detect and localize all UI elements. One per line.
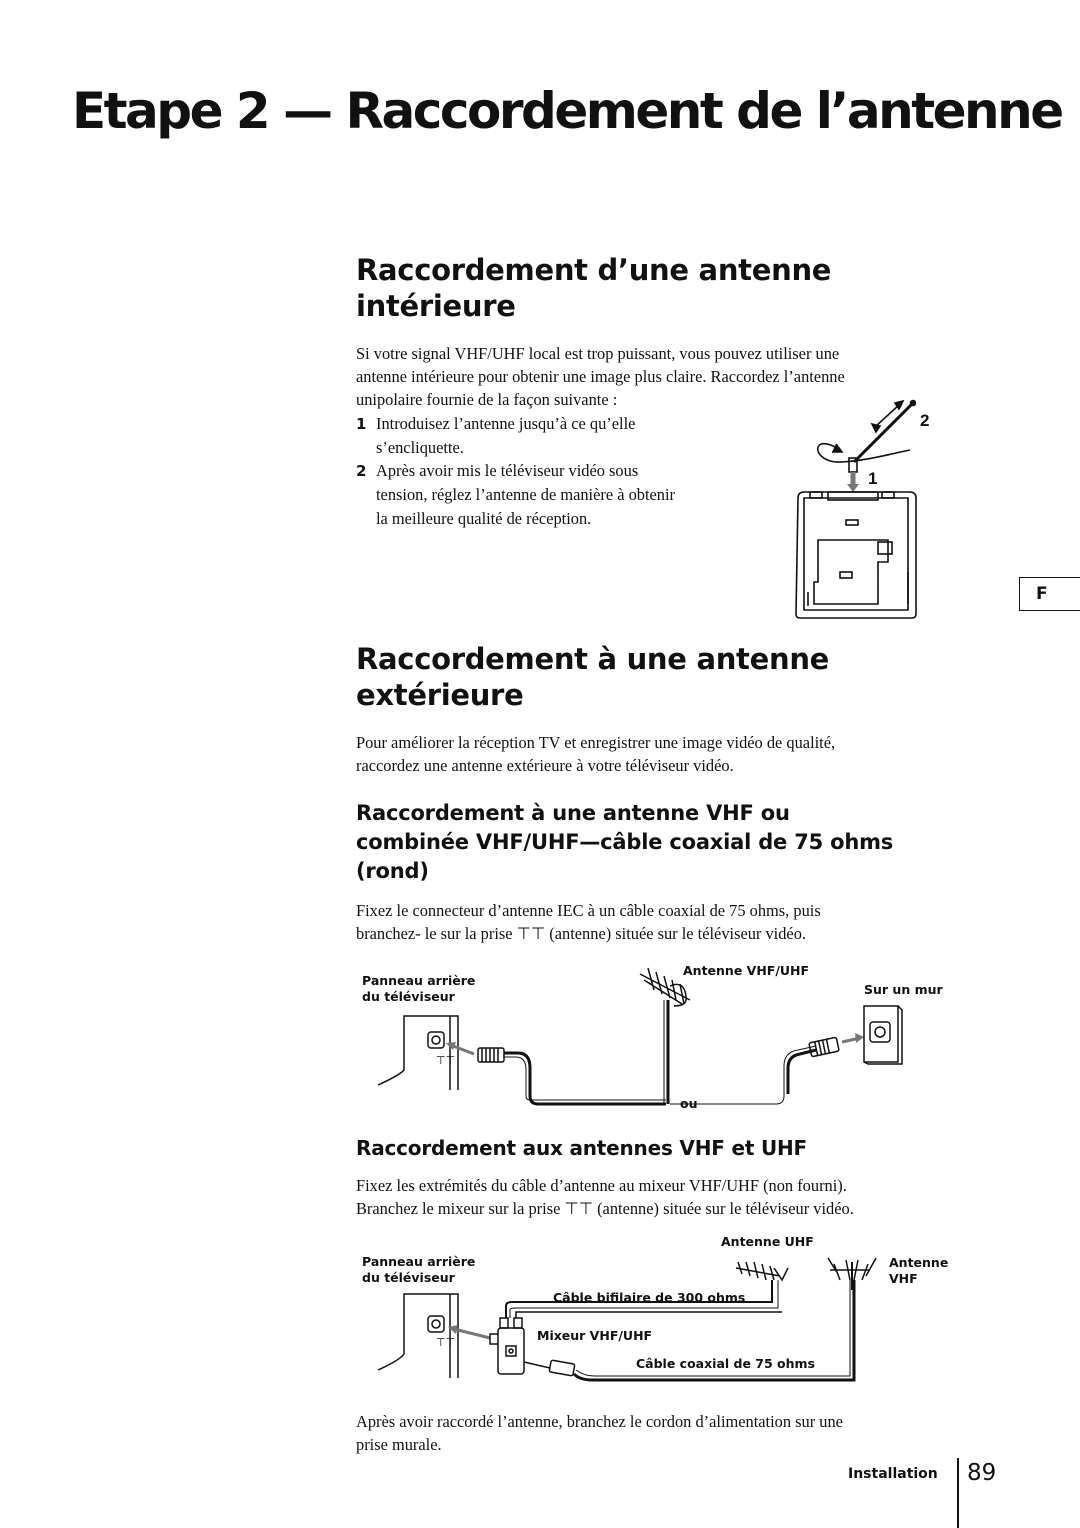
vhf-fig-wall-label: Sur un mur [864, 982, 943, 997]
step-number: 1 [356, 415, 367, 433]
mixer-fig-mixer-label: Mixeur VHF/UHF [537, 1328, 653, 1343]
vhf-paragraph-line2: branchez- le sur la prise ⊤⊤ (antenne) située sur le téléviseur vidéo. [356, 924, 806, 943]
vhf-paragraph [356, 899, 966, 945]
closing-line2: prise murale. [356, 1435, 442, 1454]
vhf-connection-figure [370, 960, 910, 1110]
vhf-heading [356, 799, 893, 886]
footer-section-name: Installation [848, 1466, 938, 1482]
svg-text:⊤⊤: ⊤⊤ [436, 1336, 456, 1349]
outdoor-intro-line2: raccordez une antenne extérieure à votre téléviseur vidéo. [356, 756, 734, 775]
indoor-intro-line1: Si votre signal VHF/UHF local est trop puissant, vous pouvez utiliser une [356, 344, 840, 363]
mixer-fig-uhf-antenna-label: Antenne UHF [721, 1234, 814, 1249]
indoor-intro-line2: antenne intérieure pour obtenir une image plus claire. Raccordez l’antenne [356, 367, 845, 386]
vhf-uhf-heading: Raccordement aux antennes VHF et UHF [356, 1136, 807, 1160]
svg-text:⊤⊤: ⊤⊤ [436, 1054, 456, 1067]
indoor-step-1 [356, 412, 756, 460]
vhf-uhf-paragraph [356, 1174, 966, 1220]
indoor-heading [356, 252, 831, 324]
label-line2: du téléviseur [362, 989, 455, 1004]
step-text-line2: s’encliquette. [376, 438, 464, 457]
footer-divider [957, 1458, 959, 1528]
step-text [376, 459, 756, 531]
mixer-fig-vhf-antenna-label [889, 1255, 948, 1287]
mixer-fig-twin-lead-label: Câble bifilaire de 300 ohms [553, 1290, 746, 1305]
label-line1: Panneau arrière [362, 1254, 476, 1269]
page-title: Etape 2 — Raccordement de l’antenne [72, 82, 1062, 140]
outdoor-heading-line1: Raccordement à une antenne [356, 642, 830, 676]
vhf-heading-line1: Raccordement à une antenne VHF ou [356, 801, 790, 825]
vhf-uhf-paragraph-line2: Branchez le mixeur sur la prise ⊤⊤ (antenne) située sur le téléviseur vidéo. [356, 1199, 854, 1218]
outdoor-intro-line1: Pour améliorer la réception TV et enregistrer une image vidéo de qualité, [356, 733, 836, 752]
step-text-line1: Après avoir mis le téléviseur vidéo sous [376, 461, 639, 480]
label-line2: VHF [889, 1271, 918, 1286]
vhf-heading-line2: combinée VHF/UHF—câble coaxial de 75 ohms [356, 830, 894, 854]
mixer-fig-coax-label: Câble coaxial de 75 ohms [636, 1356, 815, 1371]
callout-2: 2 [920, 411, 930, 430]
step-number: 2 [356, 462, 367, 480]
vhf-heading-line3: (rond) [356, 859, 429, 883]
step-text-line2: tension, réglez l’antenne de manière à obtenir [376, 485, 675, 504]
language-tab [1019, 577, 1080, 611]
indoor-intro-line3: unipolaire fournie de la façon suivante : [356, 390, 618, 409]
vhf-fig-antenna-label: Antenne VHF/UHF [683, 963, 810, 978]
indoor-step-2 [356, 459, 756, 531]
tv-rear-panel [378, 1016, 458, 1090]
language-tab-label: F [1036, 584, 1048, 604]
step-text-line1: Introduisez l’antenne jusqu’à ce qu’elle [376, 414, 636, 433]
indoor-heading-line1: Raccordement d’une antenne [356, 253, 832, 287]
vhf-fig-or-label: ou [680, 1096, 698, 1111]
vhf-paragraph-line1: Fixez le connecteur d’antenne IEC à un câble coaxial de 75 ohms, puis [356, 901, 821, 920]
closing-line1: Après avoir raccordé l’antenne, branchez le cordon d’alimentation sur une [356, 1412, 843, 1431]
vhf-uhf-paragraph-line1: Fixez les extrémités du câble d’antenne au mixeur VHF/UHF (non fourni). [356, 1176, 847, 1195]
mixer-connection-figure [370, 1250, 890, 1398]
outdoor-heading-line2: extérieure [356, 678, 524, 712]
label-line1: Panneau arrière [362, 973, 476, 988]
step-text-line3: la meilleure qualité de réception. [376, 509, 592, 528]
outdoor-heading [356, 641, 829, 713]
closing-paragraph [356, 1410, 966, 1456]
page-number: 89 [967, 1460, 997, 1486]
callout-1: 1 [868, 469, 878, 488]
label-line1: Antenne [889, 1255, 949, 1270]
indoor-heading-line2: intérieure [356, 289, 516, 323]
outdoor-intro [356, 731, 966, 777]
indoor-antenna-figure [770, 392, 950, 624]
label-line2: du téléviseur [362, 1270, 455, 1285]
step-text [376, 412, 756, 460]
